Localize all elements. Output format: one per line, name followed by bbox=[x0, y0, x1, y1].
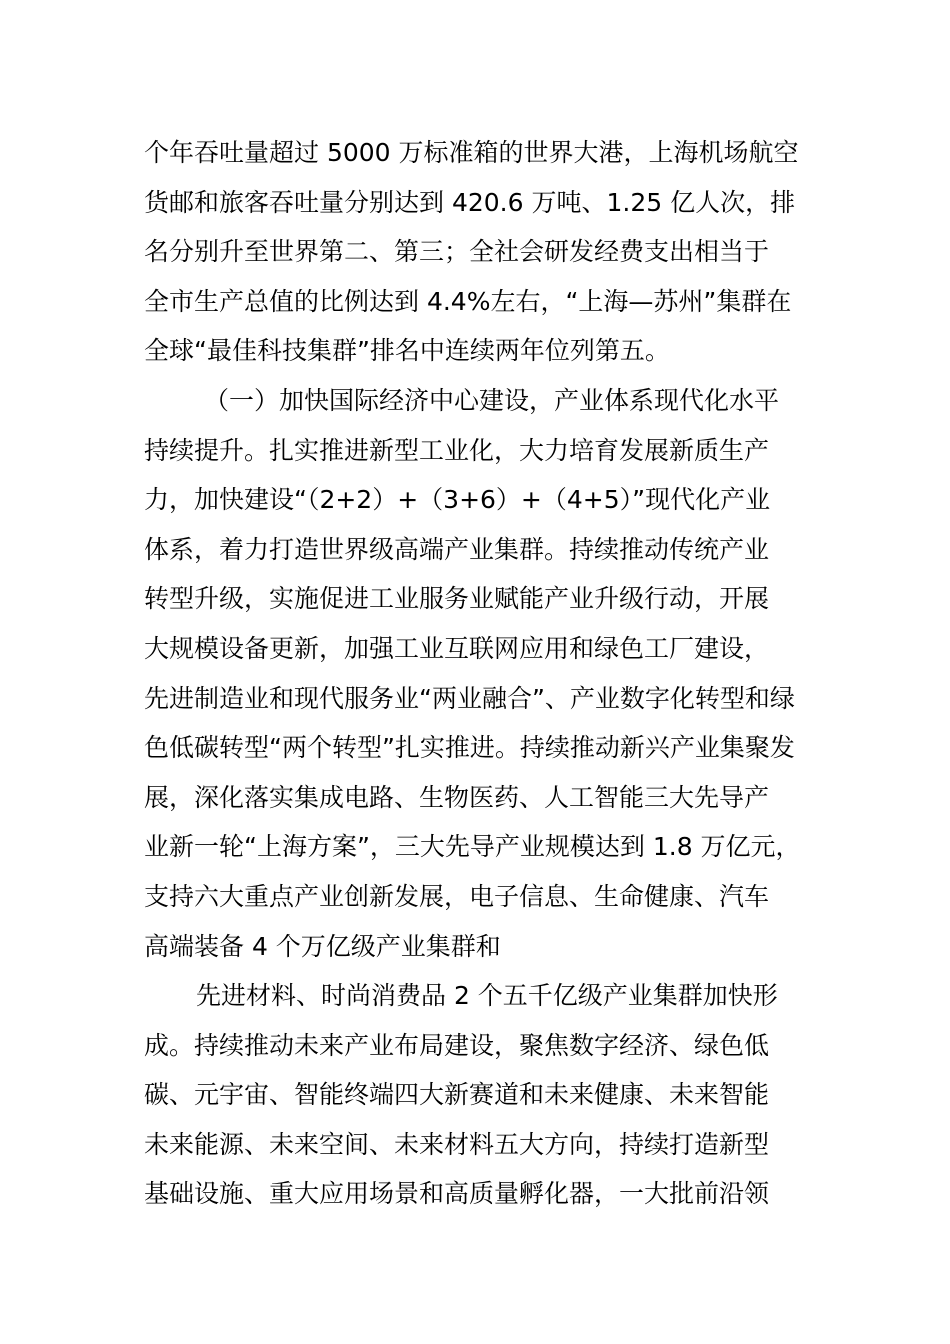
text-line: 全市生产总值的比例达到 4.4%左右，“上海—苏州”集群在 bbox=[144, 286, 792, 316]
text-line: 转型升级，实施促进工业服务业赋能产业升级行动，开展 bbox=[144, 584, 770, 614]
text-line: 个年吞吐量超过 5000 万标准箱的世界大港，上海机场航空 bbox=[144, 138, 799, 167]
text-line: 支持六大重点产业创新发展，电子信息、生命健康、汽车 bbox=[144, 881, 770, 911]
text-line: 成。持续推动未来产业布局建设，聚焦数字经济、绿色低 bbox=[144, 1030, 770, 1060]
text-line: 先进制造业和现代服务业“两业融合”、产业数字化转型和绿 bbox=[144, 683, 795, 713]
text-line: 未来能源、未来空间、未来材料五大方向，持续打造新型 bbox=[144, 1129, 770, 1159]
text-line: 体系，着力打造世界级高端产业集群。持续推动传统产业 bbox=[144, 534, 770, 564]
text-line: 碳、元宇宙、智能终端四大新赛道和未来健康、未来智能 bbox=[144, 1080, 770, 1110]
body-text bbox=[144, 128, 814, 1219]
text-line: 业新一轮“上海方案”，三大先导产业规模达到 1.8 万亿元， bbox=[144, 832, 801, 862]
section-heading-line: （一）加快国际经济中心建设，产业体系现代化水平 bbox=[204, 385, 780, 415]
text-line: 货邮和旅客吞吐量分别达到 420.6 万吨、1.25 亿人次，排 bbox=[144, 187, 796, 217]
text-line: 展，深化落实集成电路、生物医药、人工智能三大先导产 bbox=[144, 782, 770, 812]
text-line: 力，加快建设“（2+2）+（3+6）+（4+5）”现代化产业 bbox=[144, 485, 771, 515]
text-line: 色低碳转型“两个转型”扎实推进。持续推动新兴产业集聚发 bbox=[144, 733, 795, 763]
text-line: 基础设施、重大应用场景和高质量孵化器，一大批前沿领 bbox=[144, 1179, 770, 1209]
text-line: 高端装备 4 个万亿级产业集群和 bbox=[144, 931, 501, 961]
paragraph-start-line: 先进材料、时尚消费品 2 个五千亿级产业集群加快形 bbox=[196, 981, 778, 1011]
text-line: 持续提升。扎实推进新型工业化，大力培育发展新质生产 bbox=[144, 435, 770, 465]
text-line: 大规模设备更新，加强工业互联网应用和绿色工厂建设， bbox=[144, 633, 770, 663]
text-line: 名分别升至世界第二、第三；全社会研发经费支出相当于 bbox=[144, 237, 770, 267]
text-line: 全球“最佳科技集群”排名中连续两年位列第五。 bbox=[144, 336, 670, 366]
